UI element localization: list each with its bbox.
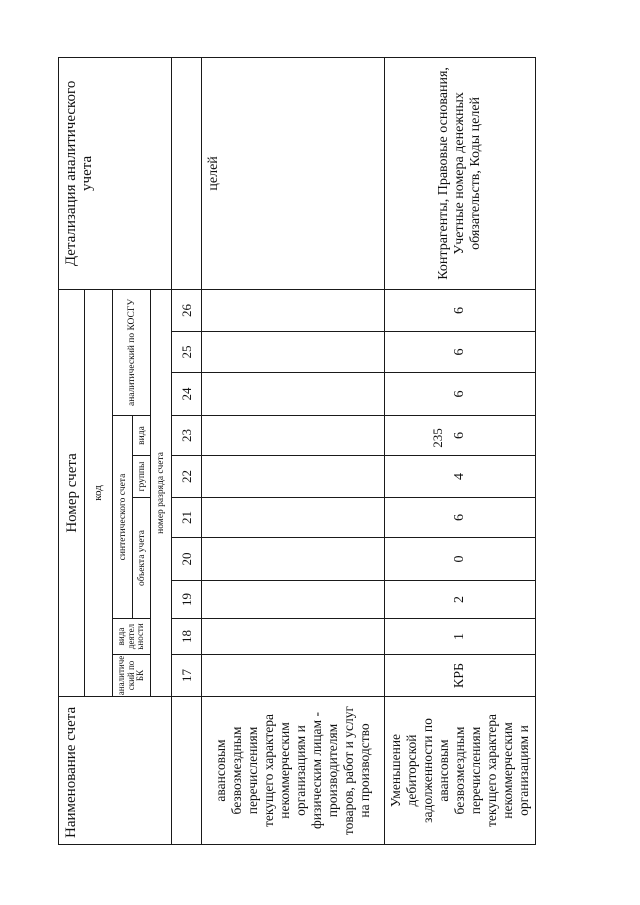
row-account-name: авансовым безвозмездным перечислениям текущего характера некоммерческим организациям и физическим лицам - производителям товаров, работ и услуг на производство bbox=[202, 697, 385, 845]
header-account-name: Наименование счета bbox=[59, 697, 172, 845]
column-number: 21 bbox=[172, 498, 202, 538]
page-number: 235 bbox=[430, 428, 445, 448]
row-value: 6 bbox=[385, 498, 536, 538]
header-kind: вида bbox=[133, 416, 151, 456]
header-group: группы bbox=[133, 456, 151, 498]
row-value: КРБ bbox=[385, 655, 536, 697]
row-value bbox=[202, 373, 385, 416]
header-code: код bbox=[85, 289, 113, 696]
header-activity-type: вида деятел ьности bbox=[113, 619, 151, 655]
row-value: 6 bbox=[385, 373, 536, 416]
account-table bbox=[58, 57, 536, 845]
row-value: 1 bbox=[385, 619, 536, 655]
column-number: 20 bbox=[172, 538, 202, 581]
row-analytic-detail: Контрагенты, Правовые основания, Учетные номера денежных обязательств, Коды целей bbox=[385, 57, 536, 289]
row-value: 6 bbox=[385, 289, 536, 331]
row-value: 0 bbox=[385, 538, 536, 581]
column-number: 23 bbox=[172, 416, 202, 456]
row-value: 6 bbox=[385, 416, 536, 456]
column-number: 17 bbox=[172, 655, 202, 697]
header-analytic-detail: Детализация аналитического учета bbox=[59, 57, 172, 289]
row-account-name: Уменьшение дебиторской задолженности по авансовым безвозмездным перечислениям текущего характера некоммерческим организациям и bbox=[385, 697, 536, 845]
row-value: 6 bbox=[385, 332, 536, 373]
row-value: 4 bbox=[385, 456, 536, 498]
column-number-blank bbox=[172, 697, 202, 845]
column-number: 19 bbox=[172, 581, 202, 619]
row-value bbox=[202, 619, 385, 655]
row-value bbox=[202, 416, 385, 456]
row-value bbox=[202, 289, 385, 331]
column-number: 22 bbox=[172, 456, 202, 498]
rotated-table-container bbox=[58, 58, 531, 845]
row-value bbox=[202, 655, 385, 697]
row-value bbox=[202, 456, 385, 498]
row-analytic-detail: целей bbox=[202, 57, 385, 289]
column-number: 26 bbox=[172, 289, 202, 331]
row-value bbox=[202, 538, 385, 581]
column-number: 18 bbox=[172, 619, 202, 655]
header-analytic-kosgu: аналитический по КОСГУ bbox=[113, 289, 151, 415]
row-value bbox=[202, 581, 385, 619]
column-number-blank bbox=[172, 57, 202, 289]
column-number: 24 bbox=[172, 373, 202, 416]
header-synthetic-account: синтетического счета bbox=[113, 416, 133, 619]
row-value bbox=[202, 498, 385, 538]
header-analytic-bk: аналитиче ский по БК bbox=[113, 655, 151, 697]
header-account-object: объекта учета bbox=[133, 498, 151, 619]
row-value: 2 bbox=[385, 581, 536, 619]
column-number: 25 bbox=[172, 332, 202, 373]
header-digit-number: номер разряда счета bbox=[151, 289, 172, 696]
header-account-number: Номер счета bbox=[59, 289, 85, 696]
row-value bbox=[202, 332, 385, 373]
